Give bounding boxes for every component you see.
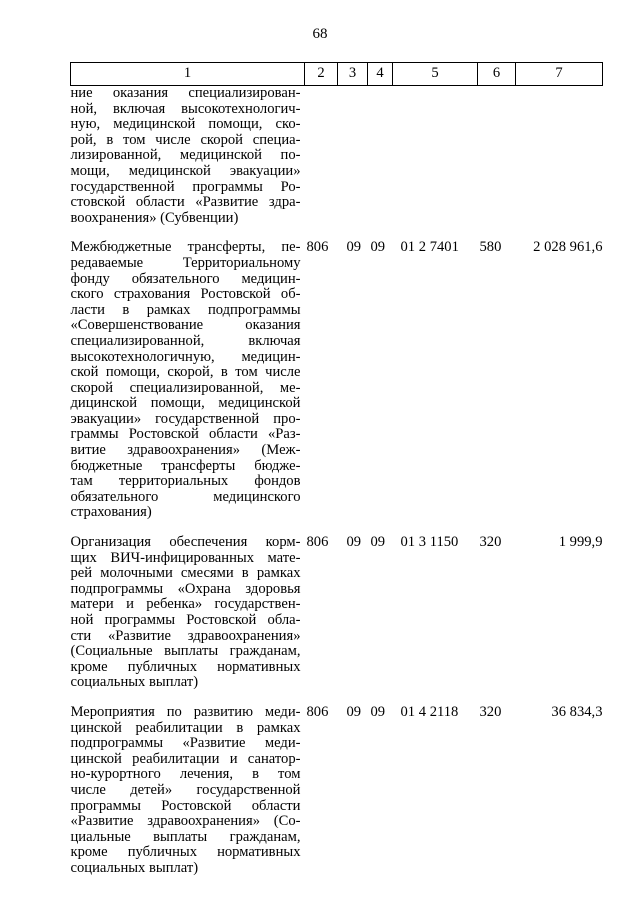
description-line: высокотехнологичную, медицин- <box>70 348 301 365</box>
header-col-3: 3 <box>338 63 368 86</box>
description-line: Организация обеспечения корм- <box>70 534 301 551</box>
description-line: ского страхования Ростовской об- <box>70 286 301 303</box>
description-line: воохранения» (Субвенции) <box>70 209 239 226</box>
description-line: рой, в том числе скорой специа- <box>70 131 301 148</box>
description-line: Мероприятия по развитию меди- <box>70 703 301 720</box>
row-col-6: 320 <box>479 534 502 551</box>
row-col-6: 580 <box>479 239 502 256</box>
row-amount <box>516 86 603 227</box>
description-line: лизированной, медицинской по- <box>70 147 301 164</box>
table-row <box>71 86 603 227</box>
table-row <box>71 705 603 877</box>
description-line: страхования) <box>70 504 152 521</box>
header-col-4: 4 <box>368 63 393 86</box>
description-line: обязательного медицинского <box>70 488 301 505</box>
row-col-6: 320 <box>479 703 502 720</box>
description-line: дицинской помощи, медицинской <box>70 395 301 412</box>
row-spacer <box>71 226 603 240</box>
row-spacer <box>71 521 603 535</box>
description-line: «Совершенствование оказания <box>70 317 301 334</box>
row-col-5 <box>393 86 478 227</box>
description-line: матери и ребенка» государствен- <box>70 596 301 613</box>
description-line: редаваемые Территориальному <box>70 254 301 271</box>
header-col-6: 6 <box>478 63 516 86</box>
header-col-7: 7 <box>516 63 603 86</box>
description-line: подпрограммы «Охрана здоровья <box>70 580 301 597</box>
description-line: бюджетные трансферты бюдже- <box>70 457 301 474</box>
table-row <box>71 535 603 691</box>
budget-table <box>70 62 603 877</box>
description-line: кроме публичных нормативных <box>70 844 301 861</box>
table-row <box>71 240 603 521</box>
description-line: ной, включая высокотехнологич- <box>70 100 301 117</box>
row-description <box>71 705 305 877</box>
description-line: подпрограммы «Развитие меди- <box>70 735 301 752</box>
row-col-6 <box>478 86 516 227</box>
description-line: щих ВИЧ-инфицированных мате- <box>70 549 301 566</box>
row-col-4: 09 <box>370 703 386 720</box>
description-line: (Социальные выплаты гражданам, <box>70 643 301 660</box>
description-line: программы Ростовской области <box>70 797 301 814</box>
row-col-2: 806 <box>306 239 329 256</box>
description-line: граммы Ростовской области «Раз- <box>70 426 301 443</box>
row-col-3: 09 <box>346 534 362 551</box>
description-line: ской помощи, скорой, в том числе <box>70 364 301 381</box>
description-line: специализированной, включая <box>70 332 301 349</box>
row-col-3: 09 <box>346 239 362 256</box>
description-line: ной программы Ростовской обла- <box>70 612 301 628</box>
description-line: государственной программы Ро- <box>70 178 301 195</box>
row-spacer <box>71 691 603 705</box>
table-header <box>71 63 603 86</box>
row-col-4 <box>368 86 393 227</box>
description-line: цинской реабилитации в рамках <box>70 719 301 736</box>
row-description <box>71 240 305 521</box>
row-col-4: 09 <box>370 534 386 551</box>
description-line: сти «Развитие здравоохранения» <box>70 627 301 644</box>
description-line: ние оказания специализирован- <box>70 85 301 101</box>
row-description <box>71 86 305 227</box>
header-col-5: 5 <box>393 63 478 86</box>
description-line: скорой специализированной, ме- <box>70 379 301 396</box>
table-body <box>71 86 603 877</box>
page-number: 68 <box>312 26 328 42</box>
description-line: стовской области «Развитие здра- <box>70 194 301 211</box>
description-line: там территориальных фондов <box>70 473 301 490</box>
row-col-3 <box>338 86 368 227</box>
row-col-2: 806 <box>306 703 329 720</box>
row-col-5: 01 2 7401 <box>400 239 459 256</box>
description-line: фонду обязательного медицин- <box>70 270 301 287</box>
description-line: эвакуации» государственной про- <box>70 410 301 427</box>
description-line: витие здравоохранения» (Меж- <box>70 442 301 459</box>
description-line: социальных выплат) <box>70 859 199 876</box>
description-line: рей молочными смесями в рамках <box>70 565 301 582</box>
description-line: но-курортного лечения, в том <box>70 766 301 783</box>
description-line: ную, медицинской помощи, ско- <box>70 116 301 133</box>
description-line: Межбюджетные трансферты, пе- <box>70 239 301 256</box>
row-amount: 2 028 961,6 <box>533 239 603 256</box>
row-col-3: 09 <box>346 703 362 720</box>
description-line: социальных выплат) <box>70 674 199 691</box>
row-col-2: 806 <box>306 534 329 551</box>
row-col-2 <box>305 86 338 227</box>
description-line: цинской реабилитации и санатор- <box>70 750 301 767</box>
description-line: кроме публичных нормативных <box>70 658 301 675</box>
description-line: ласти в рамках подпрограммы <box>70 301 301 318</box>
header-col-1: 1 <box>71 63 305 86</box>
row-description <box>71 535 305 691</box>
row-col-5: 01 3 1150 <box>400 534 459 551</box>
description-line: числе детей» государственной <box>70 781 301 798</box>
row-col-5: 01 4 2118 <box>400 703 459 720</box>
description-line: «Развитие здравоохранения» (Со- <box>70 813 301 830</box>
row-amount: 1 999,9 <box>558 534 603 551</box>
description-line: мощи, медицинской эвакуации» <box>70 162 301 179</box>
header-col-2: 2 <box>305 63 338 86</box>
description-line: циальные выплаты гражданам, <box>70 828 301 845</box>
row-col-4: 09 <box>370 239 386 256</box>
row-amount: 36 834,3 <box>551 703 603 720</box>
